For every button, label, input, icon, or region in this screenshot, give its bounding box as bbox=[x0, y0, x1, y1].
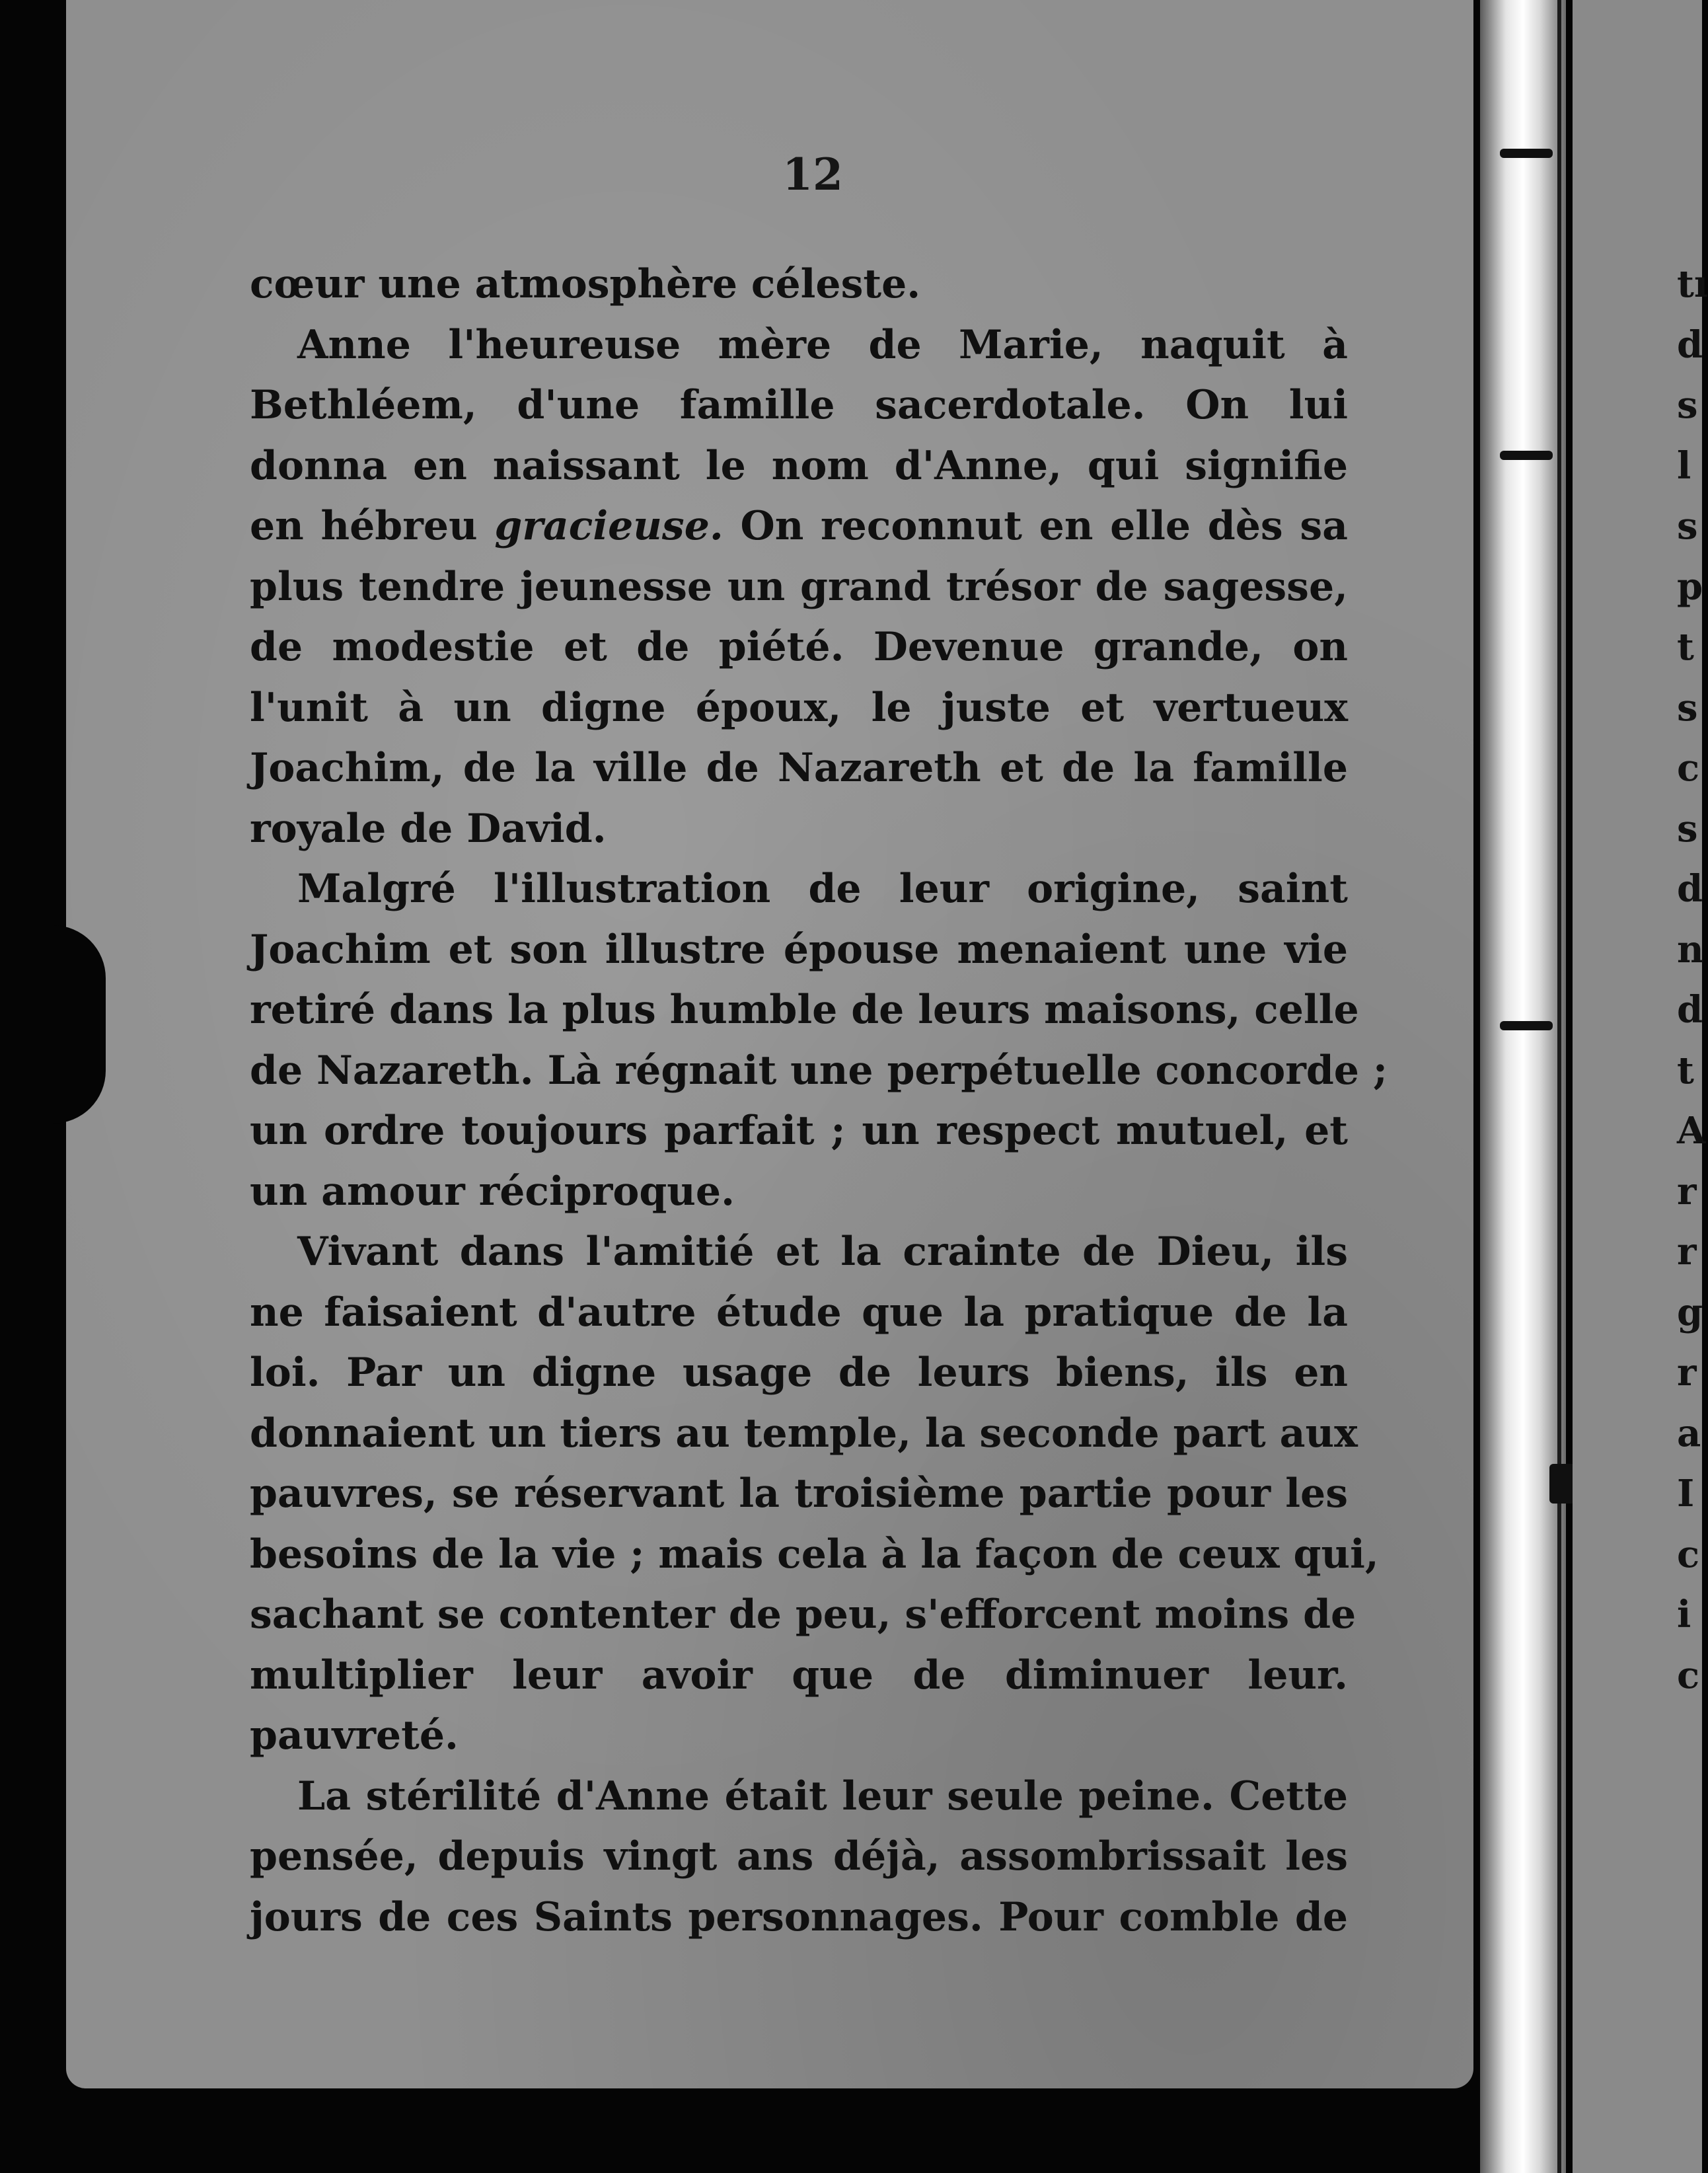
text-line: de modestie et de piété. Devenue grande, on bbox=[250, 624, 1348, 670]
binding-stitch bbox=[1500, 1021, 1553, 1030]
text-line: cœur une atmosphère céleste. bbox=[250, 261, 921, 307]
fragment: s bbox=[1677, 685, 1698, 730]
fragment: t bbox=[1677, 625, 1694, 669]
text-line: Joachim et son illustre épouse menaient une vie bbox=[250, 926, 1348, 973]
text-line: ne faisaient d'autre étude que la pratique de la bbox=[250, 1289, 1348, 1336]
text-line: Vivant dans l'amitié et la crainte de Dieu, ils bbox=[297, 1229, 1348, 1275]
text-line: un ordre toujours parfait ; un respect mutuel, et bbox=[250, 1108, 1348, 1154]
text-line: pauvres, se réservant la troisième partie pour les bbox=[250, 1470, 1348, 1517]
fragment: A bbox=[1677, 1109, 1706, 1153]
text-segment: On reconnut en elle dès sa bbox=[740, 503, 1349, 549]
text-line: Bethléem, d'une famille sacerdotale. On lui bbox=[250, 382, 1348, 428]
italic-word: gracieuse. bbox=[494, 503, 724, 549]
body-text bbox=[250, 254, 1388, 1948]
fragment: i bbox=[1677, 1593, 1691, 1636]
text-line: l'unit à un digne époux, le juste et vertueux bbox=[250, 684, 1348, 731]
fragment: r bbox=[1677, 1230, 1697, 1274]
gutter-fold-line bbox=[1557, 0, 1561, 2173]
text-line: retiré dans la plus humble de leurs maisons, celle bbox=[250, 987, 1359, 1033]
fragment: a bbox=[1677, 1411, 1701, 1455]
fragment: d bbox=[1677, 323, 1703, 367]
fragment: c bbox=[1677, 746, 1700, 790]
fragment: c bbox=[1677, 1653, 1700, 1697]
book-gutter bbox=[1480, 0, 1566, 2173]
fragment: s bbox=[1677, 383, 1698, 427]
fragment: d bbox=[1677, 867, 1703, 911]
fragment: c bbox=[1677, 1532, 1700, 1576]
text-line: sachant se contenter de peu, s'efforcent moins de bbox=[250, 1591, 1356, 1638]
fragment: r bbox=[1677, 1351, 1697, 1394]
fragment: g bbox=[1677, 1290, 1703, 1334]
text-line: royale de David. bbox=[250, 805, 607, 852]
text-line: besoins de la vie ; mais cela à la façon de ceux qui, bbox=[250, 1531, 1379, 1578]
binding-stitch bbox=[1500, 149, 1553, 158]
fragment: I bbox=[1677, 1472, 1695, 1515]
text-line: Anne l'heureuse mère de Marie, naquit à bbox=[297, 321, 1348, 368]
page-number: 12 bbox=[782, 149, 843, 200]
text-line: de Nazareth. Là régnait une perpétuelle concorde ; bbox=[250, 1047, 1388, 1094]
text-line: donna en naissant le nom d'Anne, qui signifie bbox=[250, 442, 1348, 489]
fragment: tı bbox=[1677, 262, 1708, 306]
text-line: Joachim, de la ville de Nazareth et de la famille bbox=[250, 745, 1348, 791]
page-edge-notch bbox=[53, 925, 106, 1124]
fragment: p bbox=[1677, 564, 1703, 609]
text-line: jours de ces Saints personnages. Pour comble de bbox=[250, 1893, 1348, 1940]
text-line: La stérilité d'Anne était leur seule peine. Cette bbox=[297, 1773, 1348, 1819]
text-line: multiplier leur avoir que de diminuer leur. bbox=[250, 1652, 1348, 1698]
facing-page-fragments bbox=[1677, 254, 1708, 1706]
text-line bbox=[250, 496, 1348, 557]
fragment: n bbox=[1677, 927, 1704, 972]
text-segment: en hébreu bbox=[250, 503, 478, 549]
fragment: t bbox=[1677, 1048, 1694, 1092]
text-line: loi. Par un digne usage de leurs biens, ils en bbox=[250, 1350, 1348, 1396]
text-line: plus tendre jeunesse un grand trésor de sagesse, bbox=[250, 563, 1348, 610]
fragment: d bbox=[1677, 988, 1703, 1032]
text-line: pauvreté. bbox=[250, 1712, 459, 1759]
fragment: r bbox=[1677, 1169, 1697, 1213]
text-line: pensée, depuis vingt ans déjà, assombrissait les bbox=[250, 1833, 1348, 1880]
text-line: donnaient un tiers au temple, la seconde part aux bbox=[250, 1410, 1358, 1457]
fragment: s bbox=[1677, 504, 1698, 548]
binding-stitch bbox=[1500, 451, 1553, 460]
text-line: Malgré l'illustration de leur origine, saint bbox=[297, 866, 1348, 912]
text-line: un amour réciproque. bbox=[250, 1168, 735, 1215]
fragment: l bbox=[1677, 443, 1691, 488]
fragment: s bbox=[1677, 806, 1698, 851]
binding-tear bbox=[1549, 1464, 1576, 1504]
